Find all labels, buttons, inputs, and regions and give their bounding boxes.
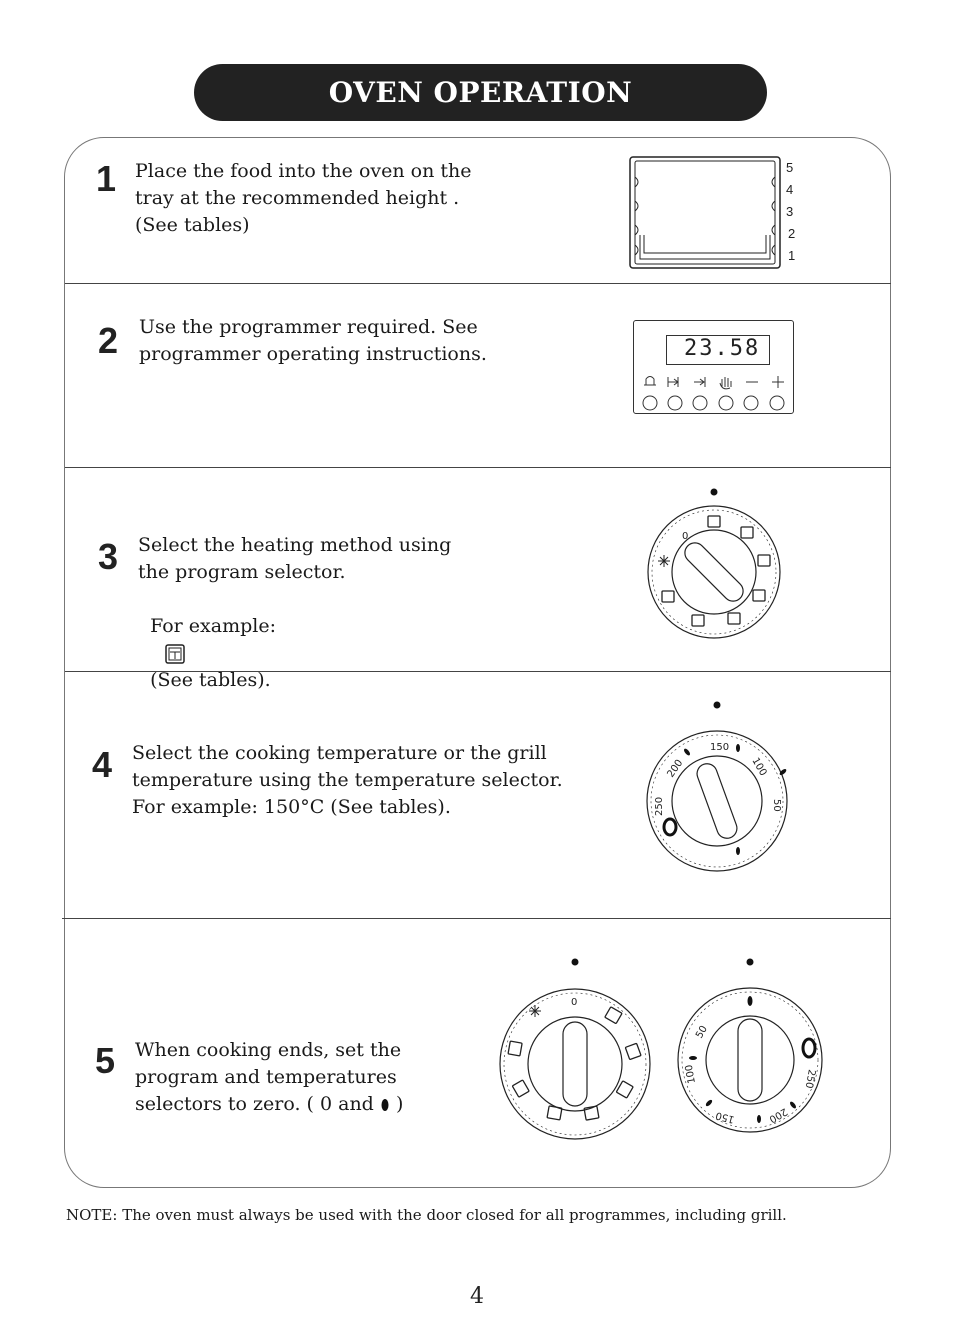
page-number: 4 — [470, 1284, 484, 1309]
programmer-button[interactable] — [668, 396, 682, 410]
temp-label: 250 — [802, 1068, 817, 1090]
bell-icon — [644, 377, 656, 386]
temp-label: 200 — [665, 757, 686, 780]
step-2-number: 2 — [98, 320, 119, 361]
programmer-button[interactable] — [719, 396, 733, 410]
temp-label: 150 — [714, 1109, 736, 1125]
temp-label: 50 — [694, 1023, 710, 1041]
defrost-icon — [529, 1005, 541, 1017]
clock-readout: 23.58 — [684, 336, 761, 361]
program-selector-dial[interactable] — [640, 485, 790, 645]
step-5-text-line3: selectors to zero. ( 0 and ) — [135, 1093, 404, 1115]
page-title: OVEN OPERATION — [194, 64, 767, 121]
step-5-text-line1: When cooking ends, set the — [135, 1039, 402, 1061]
temp-label: 50 — [771, 799, 782, 812]
temp-label: 250 — [654, 796, 665, 816]
step-3-number: 3 — [98, 536, 119, 577]
programmer-button[interactable] — [770, 396, 784, 410]
shelf-level-label: 2 — [788, 226, 796, 241]
programmer-button[interactable] — [744, 396, 758, 410]
step-4-text: Select the cooking temperature or the grill temperature using the temperature selector. For example: 150°C (See tables). — [132, 742, 563, 818]
temperature-selector-dial[interactable] — [640, 696, 795, 876]
dial-zero-label: 0 — [682, 531, 689, 542]
grill-icon — [664, 819, 676, 835]
shelf-level-label: 4 — [786, 182, 794, 197]
oven-shelf-diagram — [628, 155, 784, 271]
safety-note: NOTE: The oven must always be used with the door closed for all programmes, including grill. — [66, 1206, 787, 1224]
temperature-selector-dial-zero[interactable] — [673, 955, 833, 1143]
grill-icon — [803, 1039, 815, 1057]
divider — [65, 467, 891, 468]
program-selector-dial-zero[interactable] — [495, 955, 655, 1143]
programmer-button[interactable] — [693, 396, 707, 410]
divider — [62, 918, 891, 919]
step-3-text-line2: the program selector. — [138, 561, 346, 583]
step-3-text-line1: Select the heating method using — [138, 534, 452, 556]
manual-icon — [720, 377, 731, 389]
divider — [65, 283, 891, 284]
dial-marker — [572, 959, 579, 966]
dial-marker — [747, 959, 754, 966]
shelf-level-label: 5 — [786, 160, 794, 175]
duration-icon — [668, 377, 678, 387]
step-5-number: 5 — [95, 1040, 116, 1081]
step-1-text: Place the food into the oven on the tray at the recommended height . (See tables) — [135, 160, 472, 236]
temp-label: 150 — [710, 742, 730, 753]
off-position-icon — [380, 1098, 390, 1112]
plus-icon — [772, 376, 784, 388]
defrost-icon — [658, 555, 670, 567]
oven-function-icon — [150, 643, 200, 665]
dial-marker — [714, 702, 721, 709]
temp-label: 200 — [766, 1105, 789, 1125]
example-suffix: (See tables). — [150, 669, 271, 691]
example-prefix: For example: — [150, 615, 276, 637]
dial-marker — [711, 489, 718, 496]
end-time-icon — [694, 377, 705, 387]
dial-zero-label: 0 — [571, 997, 578, 1008]
temp-label: 100 — [683, 1063, 698, 1085]
step-2-text: Use the programmer required. See programmer operating instructions. — [139, 316, 487, 365]
step-1-number: 1 — [96, 158, 117, 199]
shelf-level-label: 1 — [788, 248, 796, 263]
step-3-example — [138, 586, 276, 694]
temp-label: 100 — [749, 756, 769, 779]
programmer-button[interactable] — [643, 396, 657, 410]
step-5-text-line2: program and temperatures — [135, 1066, 397, 1088]
shelf-level-label: 3 — [786, 204, 794, 219]
step-4-number: 4 — [92, 744, 113, 785]
programmer-display — [633, 320, 794, 414]
